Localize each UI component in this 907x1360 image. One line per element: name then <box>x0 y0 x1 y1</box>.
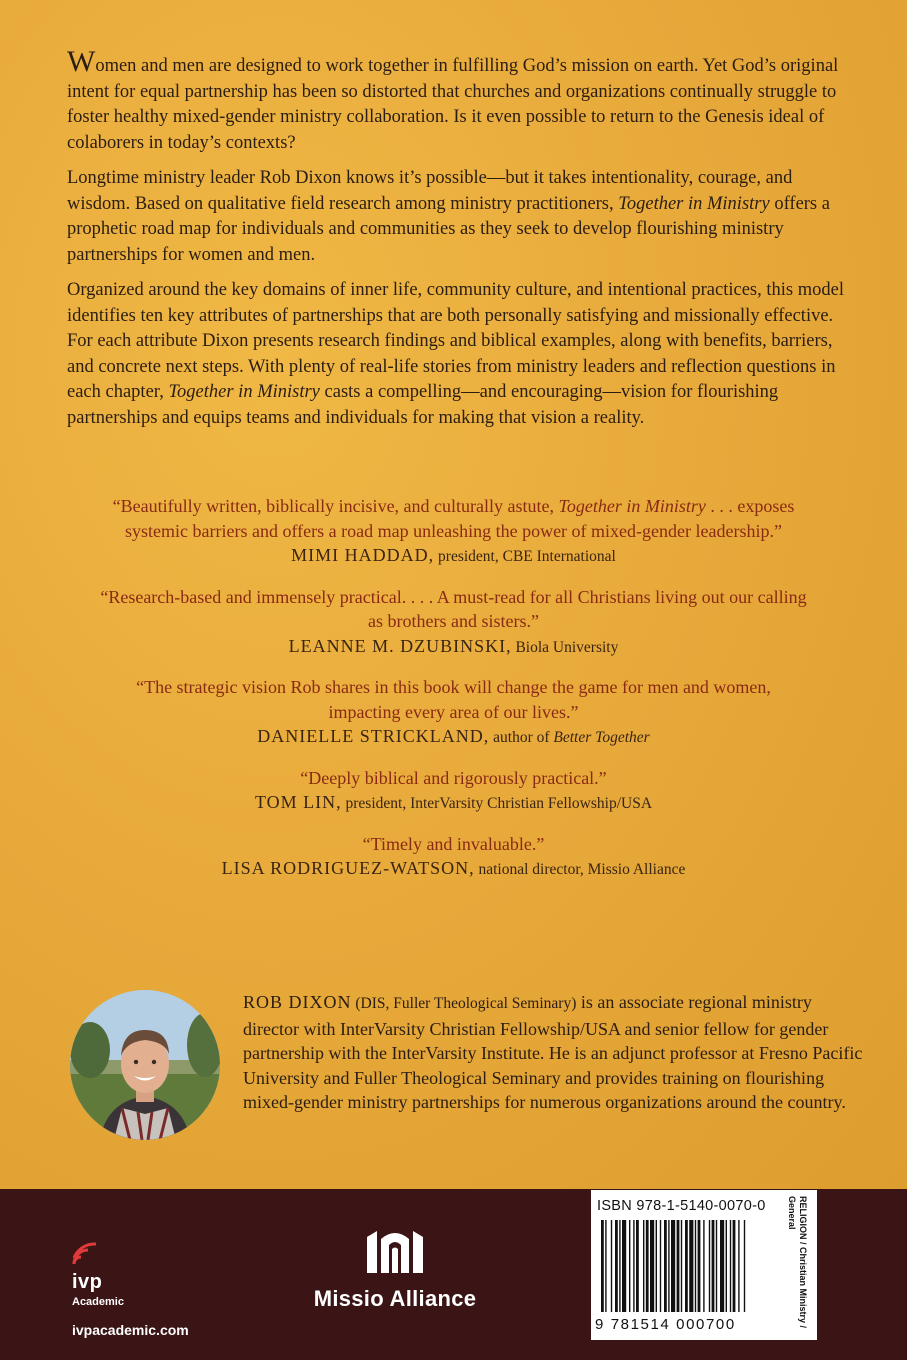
book-category: RELIGION / Christian Ministry / General <box>787 1196 808 1329</box>
endorsement-text: “Deeply biblical and rigorously practical.” <box>300 767 607 788</box>
description-text: Longtime ministry leader Rob Dixon knows it’s possible—but it takes intentionality, courage, and wisdom. Based on qualitative field research among ministry practitioners, <box>67 168 793 214</box>
barcode-image <box>597 1220 777 1312</box>
endorser-name: TOM LIN, <box>254 792 342 812</box>
description-paragraph-3 <box>67 278 847 431</box>
endorsement-text: “Timely and invaluable.” <box>362 833 545 854</box>
endorsement-text <box>100 494 807 543</box>
quote-fragment: “Beautifully written, biblically incisive, and culturally astute, <box>112 496 559 516</box>
endorsement <box>100 766 807 817</box>
ivp-signal-icon <box>72 1240 112 1266</box>
endorser-role: author of <box>489 729 554 746</box>
ivp-wordmark: ivp <box>72 1271 103 1293</box>
description-paragraph-2 <box>67 166 847 268</box>
author-bio-text: is an associate regional ministry director with InterVarsity Christian Fellowship/USA and senior fellow for gender partnership with the InterVarsity Institute. He is an adjunct professor at Fresno Pacific University and Fuller Theological Seminary and provides training on flourishing mixed-gender ministry partnerships for numerous organizations around the country. <box>243 992 863 1112</box>
endorser-role: president, CBE International <box>434 548 616 565</box>
endorsements <box>100 494 807 898</box>
endorsement-attribution <box>100 856 807 883</box>
endorsement-text: “The strategic vision Rob shares in this book will change the game for men and women, impacting every area of our lives.” <box>136 677 771 722</box>
author-portrait-illustration <box>70 990 220 1140</box>
description-text: omen and men are designed to work together in fulfilling God’s mission on earth. Yet God’s original intent for equal partnership has been so distorted that churches and organizations continually struggle to foster healthy mixed-gender ministry collaboration. Is it even possible to return to the Genesis ideal of colaborers in today’s contexts? <box>67 56 839 153</box>
missio-arch-icon <box>363 1227 427 1273</box>
author-name: ROB DIXON <box>243 992 352 1012</box>
book-title-italic: Together in Ministry <box>618 193 770 214</box>
missio-alliance-logo <box>300 1227 490 1312</box>
endorser-book-title: Better Together <box>553 729 650 746</box>
missio-alliance-wordmark: Missio Alliance <box>313 1286 477 1311</box>
endorsement <box>100 494 807 570</box>
endorsement <box>100 585 807 661</box>
isbn-barcode-panel <box>591 1190 783 1340</box>
endorsement-attribution <box>100 634 807 661</box>
endorsement <box>100 675 807 751</box>
book-description <box>67 45 847 441</box>
endorsement-attribution <box>100 543 807 570</box>
description-text: casts a compelling—and encouraging—vision for flourishing partnerships and equips teams and individuals for making that vision a reality. <box>67 382 779 428</box>
description-paragraph-1 <box>67 45 847 156</box>
endorsement <box>100 832 807 883</box>
book-title-italic: Together in Ministry <box>558 496 706 516</box>
endorser-role: national director, Missio Alliance <box>474 861 686 878</box>
ivp-academic-label: Academic <box>72 1296 124 1308</box>
author-credentials: (DIS, Fuller Theological Seminary) <box>351 995 577 1012</box>
endorser-name: LEANNE M. DZUBINSKI, <box>288 635 512 656</box>
endorsement-attribution <box>100 724 807 751</box>
endorser-role: president, InterVarsity Christian Fellowship/USA <box>341 795 653 812</box>
barcode-digits: 9 781514 000700 <box>595 1316 736 1333</box>
endorser-role: Biola University <box>511 638 619 656</box>
isbn-number: ISBN 978-1-5140-0070-0 <box>597 1198 766 1214</box>
endorsement-text: “Research-based and immensely practical. . . . A must-read for all Christians living out our calling as brothers and sisters.” <box>100 586 807 631</box>
endorsement-attribution <box>100 790 807 817</box>
endorser-name: MIMI HADDAD, <box>291 545 435 565</box>
ivp-academic-logo <box>72 1240 202 1338</box>
author-photo <box>70 990 220 1140</box>
quote-fragment: . . . exposes systemic barriers and offers a road map unleashing the power of mixed-gender leadership.” <box>125 496 795 541</box>
author-bio <box>243 990 863 1115</box>
endorser-name: DANIELLE STRICKLAND, <box>257 726 490 746</box>
description-text: Organized around the key domains of inner life, community culture, and intentional practices, this model identifies ten key attributes of partnerships that are both personally satisfying and missionally effective. For each attribute Dixon presents research findings and biblical examples, along with benefits, barriers, and concrete next steps. With plenty of real-life stories from ministry leaders and reflection questions in each chapter, <box>67 280 844 402</box>
ivp-website: ivpacademic.com <box>72 1322 189 1338</box>
description-text: offers a prophetic road map for individuals and communities as they seek to develop flourishing ministry partnerships for women and men. <box>67 193 830 265</box>
book-title-italic: Together in Ministry <box>168 382 320 402</box>
drop-cap: W <box>67 45 96 78</box>
endorser-name: LISA RODRIGUEZ-WATSON, <box>221 858 475 878</box>
